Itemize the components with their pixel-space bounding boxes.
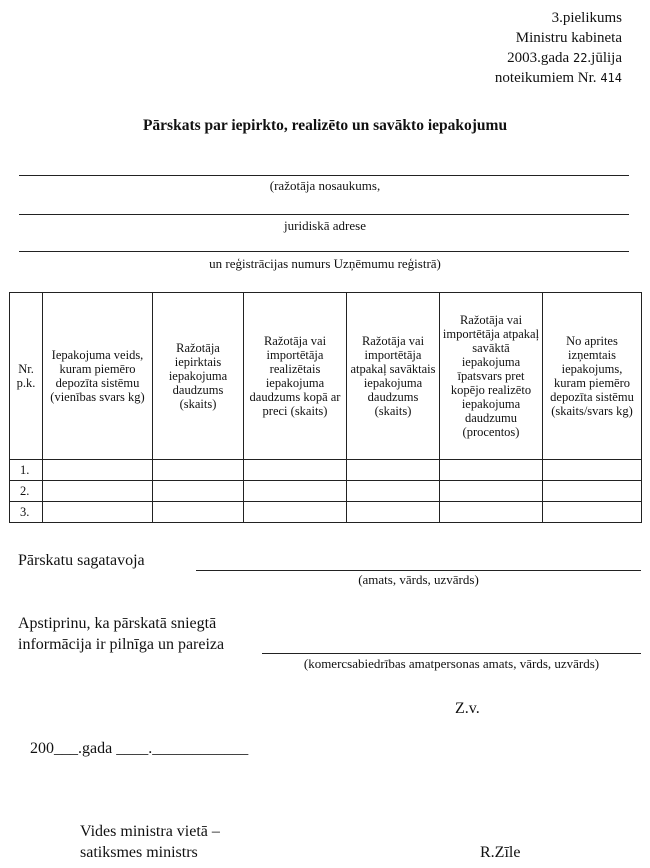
date-prefix: 2003.gada [507, 50, 570, 66]
table-cell[interactable] [440, 502, 543, 523]
prepared-by-line[interactable] [196, 570, 641, 571]
annex-label: 3.pielikums [551, 10, 622, 26]
table-cell[interactable] [440, 460, 543, 481]
producer-address-caption: juridiskā adrese [284, 218, 366, 233]
row-number: 2. [10, 481, 43, 502]
table-cell[interactable] [153, 502, 244, 523]
regs-prefix: noteikumiem Nr. [494, 70, 597, 86]
column-header-purchased: Ražotāja iepirktais iepakojuma daudzums (skaits) [153, 293, 244, 460]
column-header-sold: Ražotāja vai importētāja realizētais iepakojuma daudzums kopā ar preci (skaits) [244, 293, 347, 460]
seal-mark: Z.v. [455, 700, 480, 717]
column-header-packaging-type: Iepakojuma veids, kuram piemēro depozīta sistēmu (vienības svars kg) [43, 293, 153, 460]
prepared-by-label: Pārskatu sagatavoja [18, 552, 145, 569]
signature-role-line2: satiksmes ministrs [80, 844, 198, 861]
confirm-signature-line[interactable] [262, 653, 641, 654]
table-cell[interactable] [347, 481, 440, 502]
table-cell[interactable] [43, 481, 153, 502]
row-number: 1. [10, 460, 43, 481]
table-cell[interactable] [347, 502, 440, 523]
regulation-number [495, 68, 622, 88]
prepared-by-caption: (amats, vārds, uzvārds) [358, 572, 479, 587]
column-header-withdrawn: No aprites izņemtais iepakojums, kuram piemēro depozīta sistēmu (skaits/svars kg) [543, 293, 642, 460]
regulation-date [507, 48, 622, 68]
table-row [10, 460, 642, 481]
table-cell[interactable] [153, 460, 244, 481]
date-month: .jūlija [587, 50, 622, 66]
confirm-caption: (komercsabiedrības amatpersonas amats, vārds, uzvārds) [303, 656, 600, 671]
confirm-text-line1: Apstiprinu, ka pārskatā sniegtā [18, 615, 217, 632]
table-cell[interactable] [347, 460, 440, 481]
regs-number: 414 [600, 71, 622, 85]
signature-name: R.Zīle [480, 844, 521, 861]
producer-registration-caption: un reģistrācijas numurs Uzņēmumu reģistrā) [209, 256, 441, 271]
cabinet-label: Ministru kabineta [515, 30, 622, 46]
table-cell[interactable] [543, 502, 642, 523]
table-cell[interactable] [543, 460, 642, 481]
table-cell[interactable] [244, 460, 347, 481]
table-row [10, 481, 642, 502]
table-cell[interactable] [244, 481, 347, 502]
row-number: 3. [10, 502, 43, 523]
table-cell[interactable] [43, 502, 153, 523]
confirm-text-line2: informācija ir pilnīga un pareiza [18, 636, 225, 653]
column-header-collected: Ražotāja vai importētāja atpakaļ savāktais iepakojuma daudzums (skaits) [347, 293, 440, 460]
document-title: Pārskats par iepirkto, realizēto un savākto iepakojumu [142, 117, 508, 134]
producer-registration-line[interactable] [19, 251, 629, 252]
table-cell[interactable] [440, 481, 543, 502]
date-day: 22 [572, 51, 588, 65]
table-cell[interactable] [153, 481, 244, 502]
table-row [10, 502, 642, 523]
column-header-nr: Nr. p.k. [10, 293, 43, 460]
signature-role-line1: Vides ministra vietā – [80, 823, 220, 840]
table-cell[interactable] [43, 460, 153, 481]
producer-name-caption: (ražotāja nosaukums, [269, 178, 381, 193]
table-cell[interactable] [244, 502, 347, 523]
producer-address-line[interactable] [19, 214, 629, 215]
table-cell[interactable] [543, 481, 642, 502]
date-line[interactable]: 200___.gada ____.____________ [30, 740, 249, 757]
packaging-report-table [9, 292, 642, 523]
producer-name-line[interactable] [19, 175, 629, 176]
table-header-row [10, 293, 642, 460]
column-header-collected-share: Ražotāja vai importētāja atpakaļ savāktā iepakojuma īpatsvars pret kopējo realizēto iepakojuma daudzumu (procentos) [440, 293, 543, 460]
